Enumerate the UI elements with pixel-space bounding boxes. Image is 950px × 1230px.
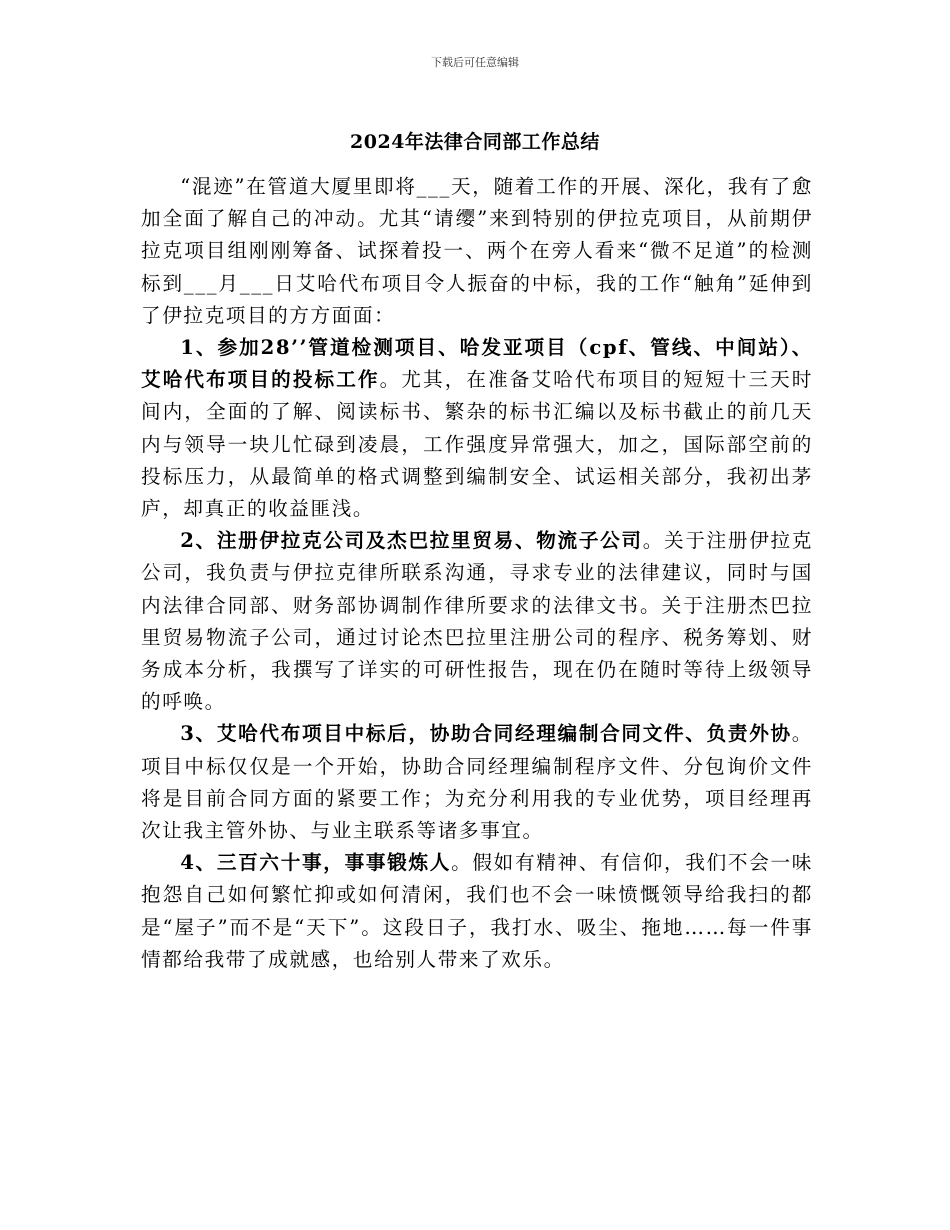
paragraph-lead: 4、三百六十事，事事锻炼人 [180,851,452,875]
document-title: 2024年法律合同部工作总结 [350,131,600,153]
header-note: 下载后可任意编辑 [431,56,519,69]
paragraph-lead: 1、参加28’’管道检测项目、哈发亚项目（cpf、管线、中间站）、艾哈代布项目的投标工作 [141,336,813,392]
paragraph-text: 。尤其，在准备艾哈代布项目的短短十三天时间内，全面的了解、阅读标书、繁杂的标书汇编以及标书截止的前几天内与领导一块儿忙碌到凌晨，工作强度异常强大，加之，国际部空前的投标压力，从最简单的格式调整到编制安全、试运相关部分，我初出茅庐，却真正的收益匪浅。 [141,368,813,521]
document-body [141,171,813,976]
paragraph-text: “混迹”在管道大厦里即将___天，随着工作的开展、深化，我有了愈加全面了解自己的冲动。尤其“请缨”来到特别的伊拉克项目，从前期伊拉克项目组刚刚筹备、试探着投一、两个在旁人看来“微不足道”的检测标到___月___日艾哈代布项目令人振奋的中标，我的工作“触角”延伸到了伊拉克项目的方方面面： [141,175,813,327]
paragraph-item-2 [141,525,813,718]
paragraph-lead: 2、注册伊拉克公司及杰巴拉里贸易、物流子公司 [180,529,643,553]
paragraph-text: 。项目中标仅仅是一个开始，协助合同经理编制程序文件、分包询价文件将是目前合同方面的紧要工作；为充分利用我的专业优势，项目经理再次让我主管外协、与业主联系等诸多事宜。 [141,722,813,843]
paragraph-item-3 [141,718,813,847]
paragraph-item-1 [141,332,813,525]
paragraph-text: 。关于注册伊拉克公司，我负责与伊拉克律所联系沟通，寻求专业的法律建议，同时与国内法律合同部、财务部协调制作律所要求的法律文书。关于注册杰巴拉里贸易物流子公司，通过讨论杰巴拉里注册公司的程序、税务筹划、财务成本分析，我撰写了详实的可研性报告，现在仍在随时等待上级领导的呼唤。 [141,529,813,714]
paragraph-text: 。假如有精神、有信仰，我们不会一味抱怨自己如何繁忙抑或如何清闲，我们也不会一味愤慨领导给我扫的都是“屋子”而不是“天下”。这段日子，我打水、吸尘、拖地……每一件事情都给我带了成就感，也给别人带来了欢乐。 [141,851,814,971]
paragraph-intro [141,171,813,332]
paragraph-item-4 [141,847,813,976]
paragraph-lead: 3、艾哈代布项目中标后，协助合同经理编制合同文件、负责外协 [180,722,792,746]
